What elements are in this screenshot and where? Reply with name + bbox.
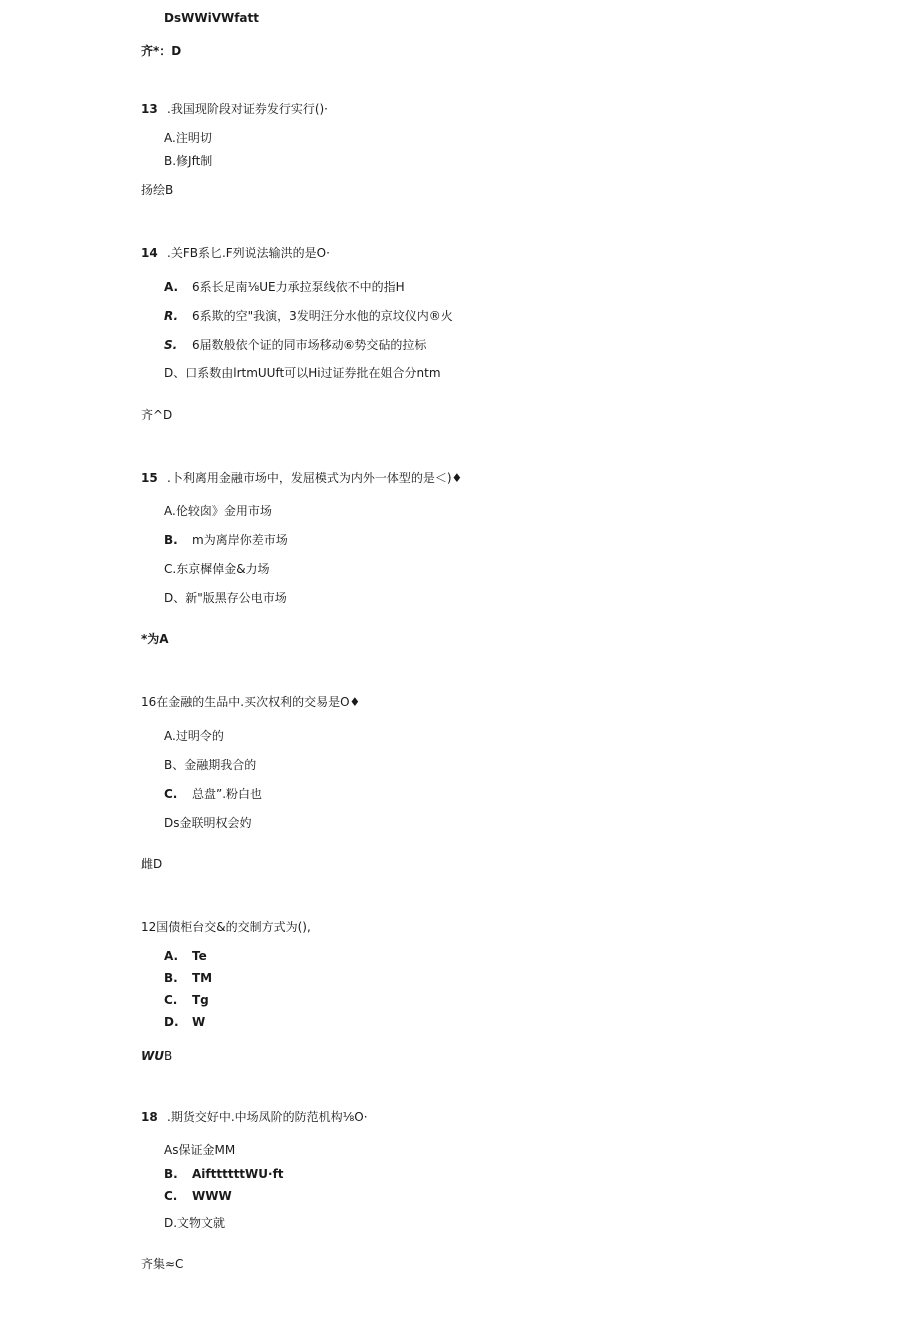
question-number: 18 <box>141 1110 158 1124</box>
option-text: 总盘”.粉白也 <box>192 787 263 801</box>
option-d: D、口系数由lrtmUUft可以Hi过证券批在姐合分ntm <box>164 366 441 380</box>
option-text: WWW <box>192 1189 232 1203</box>
option-c <box>164 993 209 1007</box>
question-number: 15 <box>141 471 158 485</box>
option-b <box>164 971 212 985</box>
option-a: As保证金MM <box>164 1143 236 1157</box>
answer-label: WU <box>141 1049 164 1063</box>
option-text: 6届数般依个证的同市场移动⑥势交砧的拉标 <box>192 338 427 352</box>
option-b <box>164 1167 284 1181</box>
option-tag: C. <box>164 1189 178 1203</box>
answer-line <box>141 1049 172 1063</box>
question-text: .我国现阶段对证券发行实行()· <box>167 102 328 116</box>
answer-line: 齐*：D <box>141 44 182 58</box>
option-a: A.伦较囱》金用市场 <box>164 504 272 518</box>
option-text: 6系欺的空"我演，3发明汪分水他的京坟仪内®火 <box>192 309 453 323</box>
answer-line: 齐集≈C <box>141 1257 184 1271</box>
option-text: W <box>192 1015 206 1029</box>
question-13 <box>141 102 328 116</box>
option-a <box>164 280 405 294</box>
option-tag: A. <box>164 280 179 294</box>
option-c <box>164 338 426 352</box>
option-text: Te <box>192 949 207 963</box>
question-text: .关FB系匕.F列说法输洪的是O· <box>167 246 330 260</box>
answer-line: 扬绘B <box>141 183 174 197</box>
option-text: Tg <box>192 993 209 1007</box>
option-tag: B. <box>164 971 178 985</box>
option-text: 6系长足南⅛UE力承拉泵线依不中的指H <box>192 280 405 294</box>
option-text: TM <box>192 971 213 985</box>
question-text: .期货交好中.中场凤阶的防范机构⅛O· <box>167 1110 368 1124</box>
option-tag: A. <box>164 949 179 963</box>
option-b: B、金融期我合的 <box>164 758 257 772</box>
option-tag: B. <box>164 533 178 547</box>
option-c <box>164 787 262 801</box>
option-c: C.东京樨倬金&力场 <box>164 562 270 576</box>
option-d <box>164 1015 205 1029</box>
question-18 <box>141 1110 368 1124</box>
option-b: B.修Jft制 <box>164 154 213 168</box>
option-d: Ds金联明权会妁 <box>164 816 252 830</box>
option-d: D、新"版黑存公电市场 <box>164 591 287 605</box>
question-number: 13 <box>141 102 158 116</box>
option-d: D.文物文就 <box>164 1216 226 1230</box>
question-15 <box>141 471 462 485</box>
option-a: A.过明令的 <box>164 729 224 743</box>
question-16: 16在金融的生品中.买次权利的交易是O♦ <box>141 695 361 709</box>
question-number: 14 <box>141 246 158 260</box>
question-text: .卜利离用金融市场中，发屈模式为内外一体型的是＜)♦ <box>167 471 463 485</box>
option-tag: C. <box>164 993 178 1007</box>
answer-line: 齐^D <box>141 408 173 422</box>
option-a: A.注明切 <box>164 131 212 145</box>
option-tag: R. <box>164 309 179 323</box>
option-line: DsWWiVWfatt <box>164 11 260 25</box>
answer-line: 雌D <box>141 857 163 871</box>
answer-line: *为A <box>141 632 169 646</box>
option-tag: D. <box>164 1015 179 1029</box>
option-b <box>164 309 453 323</box>
option-tag: B. <box>164 1167 178 1181</box>
option-tag: S. <box>164 338 178 352</box>
option-a <box>164 949 207 963</box>
option-c <box>164 1189 232 1203</box>
option-b <box>164 533 288 547</box>
option-tag: C. <box>164 787 178 801</box>
question-12: 12国债柜台交&的交制方式为(), <box>141 920 311 934</box>
question-14 <box>141 246 330 260</box>
option-text: m为离岸你差市场 <box>192 533 288 547</box>
option-text: AifttttttWU·ft <box>192 1167 284 1181</box>
answer-value: B <box>163 1049 173 1063</box>
